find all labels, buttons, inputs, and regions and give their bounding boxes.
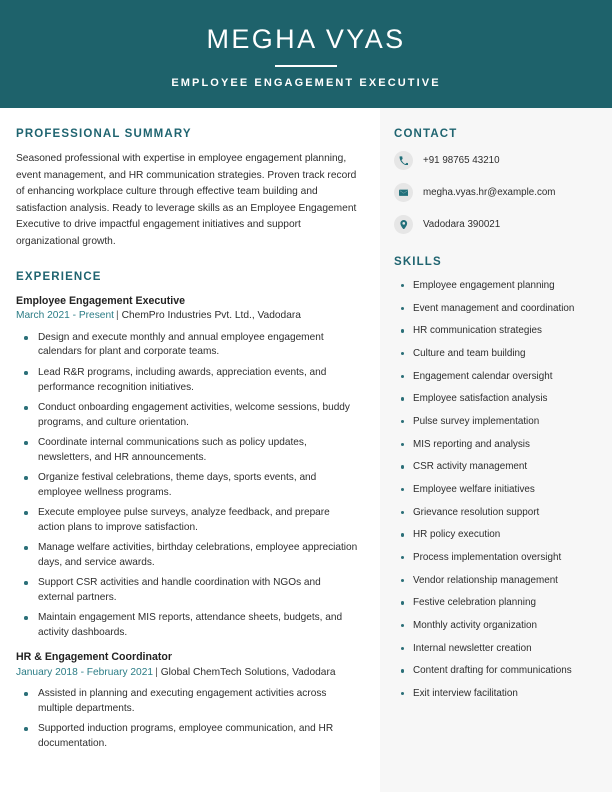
summary-heading: PROFESSIONAL SUMMARY	[16, 128, 192, 140]
job-bullet: Execute employee pulse surveys, analyze feedback, and prepare action plans to improve satisfaction.	[16, 506, 358, 535]
job-role: HR & Engagement Coordinator	[16, 651, 172, 664]
experience-entry	[16, 650, 358, 751]
job-bullet: Maintain engagement MIS reports, attendance sheets, budgets, and activity dashboards.	[16, 611, 358, 640]
skills-heading: SKILLS	[394, 256, 442, 268]
job-bullet-list	[16, 331, 358, 641]
skills-list	[394, 279, 596, 700]
job-company: Global ChemTech Solutions, Vadodara	[160, 666, 336, 678]
contact-heading: CONTACT	[394, 128, 458, 140]
contact-value: megha.vyas.hr@example.com	[423, 186, 556, 198]
email-icon	[394, 183, 413, 202]
job-company: ChemPro Industries Pvt. Ltd., Vadodara	[121, 310, 301, 322]
job-bullet: Organize festival celebrations, theme days, sports events, and employee wellness programs.	[16, 471, 358, 500]
contact-item-location[interactable]	[394, 215, 596, 234]
job-date: March 2021 - Present	[16, 310, 114, 322]
job-bullet: Design and execute monthly and annual employee engagement calendars for plant and corporate teams.	[16, 331, 358, 360]
skill-item: Pulse survey implementation	[394, 415, 596, 429]
header-divider	[275, 65, 337, 67]
contact-list	[394, 151, 596, 234]
job-bullet-list	[16, 687, 358, 751]
job-bullet: Conduct onboarding engagement activities, welcome sessions, buddy programs, and culture orientation.	[16, 401, 358, 430]
skill-item: HR communication strategies	[394, 324, 596, 338]
job-meta	[16, 666, 358, 681]
summary-text: Seasoned professional with expertise in employee engagement planning, event management, and HR communication strategies. Proven track record of enhancing workplace culture through effective team building and satisfaction analysis. Ready to leverage skills as an Employee Engagement Executive to drive impactful engagement initiatives and support organizational growth.	[16, 153, 357, 247]
experience-heading: EXPERIENCE	[16, 271, 102, 284]
skill-item: Employee satisfaction analysis	[394, 392, 596, 406]
job-role: Employee Engagement Executive	[16, 295, 185, 308]
job-bullet: Assisted in planning and executing engagement activities across multiple departments.	[16, 687, 358, 716]
phone-icon	[394, 151, 413, 170]
job-bullet: Support CSR activities and handle coordination with NGOs and external partners.	[16, 576, 358, 605]
main-column	[0, 108, 380, 792]
resume-body	[0, 108, 612, 792]
contact-value: +91 98765 43210	[423, 154, 500, 166]
resume-header	[0, 0, 612, 108]
location-icon	[394, 215, 413, 234]
job-date: January 2018 - February 2021	[16, 666, 154, 678]
skill-item: HR policy execution	[394, 528, 596, 542]
skill-item: CSR activity management	[394, 460, 596, 474]
skill-item: Process implementation oversight	[394, 551, 596, 565]
candidate-name: MEGHA VYAS	[206, 23, 406, 54]
job-bullet: Supported induction programs, employee communication, and HR documentation.	[16, 722, 358, 751]
contact-value: Vadodara 390021	[423, 218, 501, 230]
skill-item: Employee engagement planning	[394, 279, 596, 293]
job-separator: |	[155, 666, 158, 678]
sidebar-column	[380, 108, 612, 792]
job-separator: |	[115, 310, 119, 322]
skill-item: Exit interview facilitation	[394, 687, 596, 701]
job-bullet: Coordinate internal communications such as policy updates, newsletters, and HR announcements.	[16, 436, 358, 465]
job-meta	[16, 309, 358, 324]
skill-item: Festive celebration planning	[394, 596, 596, 610]
experience-entry	[16, 294, 358, 640]
skill-item: Vendor relationship management	[394, 574, 596, 588]
skill-item: Content drafting for communications	[394, 664, 596, 678]
contact-item-phone[interactable]	[394, 151, 596, 170]
contact-item-email[interactable]	[394, 183, 596, 202]
skill-item: Engagement calendar oversight	[394, 370, 596, 384]
skill-item: Internal newsletter creation	[394, 642, 596, 656]
skill-item: Culture and team building	[394, 347, 596, 361]
candidate-job-title: EMPLOYEE ENGAGEMENT EXECUTIVE	[171, 77, 441, 90]
job-bullet: Lead R&R programs, including awards, appreciation events, and performance recognition initiatives.	[16, 366, 358, 395]
skill-item: Monthly activity organization	[394, 619, 596, 633]
job-bullet: Manage welfare activities, birthday celebrations, employee appreciation days, and service awards.	[16, 541, 358, 570]
skill-item: Event management and coordination	[394, 302, 596, 316]
skill-item: Grievance resolution support	[394, 506, 596, 520]
skill-item: Employee welfare initiatives	[394, 483, 596, 497]
skill-item: MIS reporting and analysis	[394, 438, 596, 452]
